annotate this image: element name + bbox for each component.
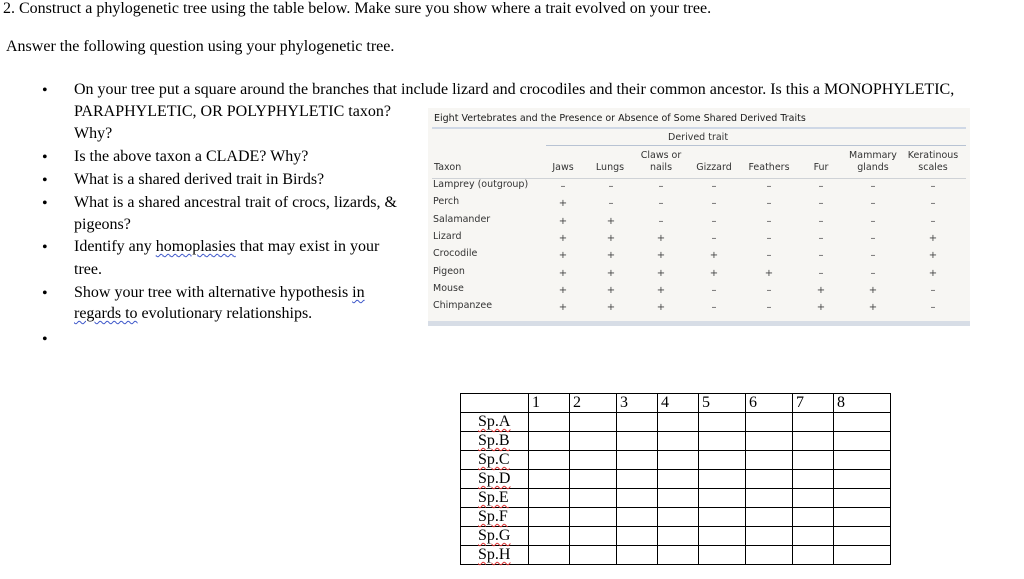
grid-answer-cell[interactable] <box>793 451 834 470</box>
trait-cell: – <box>766 284 772 296</box>
grid-column-number: 1 <box>532 394 540 411</box>
grid-answer-cell[interactable] <box>529 451 570 470</box>
trait-cell: – <box>560 181 566 192</box>
grid-answer-cell[interactable] <box>834 527 891 546</box>
grid-row <box>461 546 891 565</box>
bullet-6-flagged-word: in <box>352 284 365 301</box>
trait-cell: + <box>656 284 666 296</box>
grid-answer-cell[interactable] <box>746 527 793 546</box>
grid-answer-cell[interactable] <box>529 413 570 432</box>
grid-answer-cell[interactable] <box>529 432 570 451</box>
species-label: Sp.E <box>478 489 509 506</box>
species-label-cell <box>461 470 529 489</box>
trait-cell: – <box>658 198 664 210</box>
grid-answer-cell[interactable] <box>529 546 570 565</box>
trait-cell: – <box>711 232 717 244</box>
bullet-4-line-1: What is a shared ancestral trait of crocs, lizards, & <box>74 194 397 211</box>
grid-answer-cell[interactable] <box>570 546 617 565</box>
trait-cell: + <box>928 250 938 262</box>
bullet-marker: • <box>42 149 48 166</box>
taxon-name: Perch <box>433 196 460 208</box>
grid-header-cell <box>529 394 570 413</box>
grid-header-cell <box>834 394 891 413</box>
grid-answer-cell[interactable] <box>658 546 699 565</box>
col-header-fur: Fur <box>813 162 829 173</box>
trait-cell: + <box>868 302 878 314</box>
grid-answer-cell[interactable] <box>746 413 793 432</box>
grid-answer-cell[interactable] <box>699 413 746 432</box>
trait-cell: + <box>928 267 938 279</box>
answer-grid <box>460 393 891 565</box>
trait-table-caption: Eight Vertebrates and the Presence or Absence of Some Shared Derived Traits <box>434 113 806 124</box>
grid-answer-cell[interactable] <box>746 432 793 451</box>
grid-answer-cell[interactable] <box>793 413 834 432</box>
grid-answer-cell[interactable] <box>570 451 617 470</box>
grid-answer-cell[interactable] <box>793 527 834 546</box>
grid-header-cell <box>617 394 658 413</box>
grid-answer-cell[interactable] <box>746 508 793 527</box>
grid-answer-cell[interactable] <box>570 470 617 489</box>
grid-column-number: 4 <box>661 394 669 411</box>
trait-cell: – <box>870 198 876 210</box>
species-label-cell <box>461 413 529 432</box>
grid-answer-cell[interactable] <box>658 489 699 508</box>
question-title: 2. Construct a phylogenetic tree using the table below. Make sure you show where a trait evolved on your tree. <box>3 0 712 17</box>
taxon-name: Chimpanzee <box>433 300 493 312</box>
grid-row <box>461 527 891 546</box>
bullet-5-line-1 <box>74 236 379 258</box>
grid-answer-cell[interactable] <box>617 470 658 489</box>
bullet-1-line-3: Why? <box>74 125 113 142</box>
bullet-marker: • <box>42 239 48 256</box>
species-label: Sp.G <box>478 527 511 544</box>
species-label-cell <box>461 432 529 451</box>
trait-cell: + <box>558 198 568 210</box>
trait-cell: – <box>711 215 717 227</box>
trait-cell: + <box>558 284 568 296</box>
trait-cell: – <box>870 232 876 244</box>
grid-answer-cell[interactable] <box>570 527 617 546</box>
grid-column-number: 3 <box>620 394 628 411</box>
trait-cell: – <box>608 181 614 192</box>
col-header-feathers: Feathers <box>748 162 790 173</box>
grid-answer-cell[interactable] <box>529 527 570 546</box>
trait-cell: + <box>816 284 826 296</box>
grid-answer-cell[interactable] <box>617 527 658 546</box>
species-label: Sp.F <box>478 508 508 525</box>
grid-answer-cell[interactable] <box>658 432 699 451</box>
trait-cell: + <box>606 284 616 296</box>
trait-cell: – <box>711 284 717 296</box>
grid-header-cell <box>658 394 699 413</box>
bullet-6-line-2 <box>74 303 312 325</box>
trait-cell: – <box>766 181 772 192</box>
species-label-cell <box>461 451 529 470</box>
col-header-claws-line2: nails <box>649 162 673 173</box>
trait-cell: – <box>766 302 772 314</box>
grid-answer-cell[interactable] <box>529 470 570 489</box>
trait-cell: – <box>818 232 824 244</box>
grid-row <box>461 508 891 527</box>
taxon-name: Lamprey (outgroup) <box>433 179 529 190</box>
bullet-6-text-pre: Show your tree with alternative hypothesis <box>74 284 353 301</box>
grid-answer-cell[interactable] <box>617 432 658 451</box>
trait-cell: – <box>658 181 664 192</box>
trait-cell: – <box>818 198 824 210</box>
divider <box>546 145 966 146</box>
trait-cell: + <box>816 302 826 314</box>
grid-header-cell <box>793 394 834 413</box>
grid-answer-cell[interactable] <box>834 470 891 489</box>
trait-cell: + <box>606 267 616 279</box>
trait-cell: – <box>930 215 936 227</box>
grid-answer-cell[interactable] <box>658 451 699 470</box>
col-header-jaws: Jaws <box>552 162 574 173</box>
taxon-name: Lizard <box>433 230 462 242</box>
trait-cell: + <box>558 232 568 244</box>
derived-trait-label: Derived trait <box>668 132 729 143</box>
trait-cell: + <box>558 267 568 279</box>
grid-answer-cell[interactable] <box>529 489 570 508</box>
species-label: Sp.H <box>478 546 511 563</box>
grid-answer-cell[interactable] <box>699 508 746 527</box>
trait-cell: – <box>930 181 936 192</box>
col-header-lungs: Lungs <box>595 162 625 173</box>
grid-answer-cell[interactable] <box>793 546 834 565</box>
grid-answer-cell[interactable] <box>658 470 699 489</box>
grid-answer-cell[interactable] <box>699 470 746 489</box>
grid-header-cell <box>570 394 617 413</box>
grid-answer-cell[interactable] <box>834 489 891 508</box>
trait-cell: – <box>658 215 664 227</box>
trait-cell: – <box>608 198 614 210</box>
grid-answer-cell[interactable] <box>658 413 699 432</box>
grid-answer-cell[interactable] <box>570 432 617 451</box>
trait-cell: – <box>930 198 936 210</box>
taxon-name: Salamander <box>433 213 491 225</box>
col-header-keratinous-line1: Keratinous <box>907 150 959 161</box>
taxon-name: Mouse <box>433 282 464 294</box>
grid-column-number: 7 <box>796 394 804 411</box>
bullet-marker: • <box>42 285 48 302</box>
bullet-5-text-pre: Identify any <box>74 238 156 255</box>
grid-answer-cell[interactable] <box>699 546 746 565</box>
grid-answer-cell[interactable] <box>746 470 793 489</box>
trait-cell: – <box>766 250 772 262</box>
bullet-3: What is a shared derived trait in Birds? <box>74 171 325 188</box>
trait-cell: – <box>711 181 717 192</box>
trait-cell: + <box>606 302 616 314</box>
bullet-6-flagged-phrase: regards to <box>74 305 138 322</box>
grid-answer-cell[interactable] <box>834 451 891 470</box>
grid-header-row <box>461 394 891 413</box>
species-label-cell <box>461 527 529 546</box>
trait-cell: – <box>818 181 824 192</box>
grid-answer-cell[interactable] <box>617 451 658 470</box>
grid-answer-cell[interactable] <box>699 432 746 451</box>
col-header-keratinous-line2: scales <box>918 162 948 173</box>
divider <box>428 321 970 326</box>
grid-answer-cell[interactable] <box>746 451 793 470</box>
grid-answer-cell[interactable] <box>834 413 891 432</box>
trait-cell: – <box>818 267 824 279</box>
grid-column-number: 8 <box>837 394 845 411</box>
bullet-5-line-2: tree. <box>74 261 102 278</box>
bullet-1-line-2: PARAPHYLETIC, OR POLYPHYLETIC taxon? <box>74 103 391 120</box>
grid-header-cell <box>699 394 746 413</box>
bullet-marker: • <box>42 82 48 99</box>
taxon-name: Crocodile <box>433 248 478 260</box>
grid-answer-cell[interactable] <box>529 508 570 527</box>
trait-cell: – <box>818 215 824 227</box>
grid-header-cell <box>746 394 793 413</box>
taxon-header: Taxon <box>434 162 462 173</box>
bullet-1-line-1: On your tree put a square around the branches that include lizard and crocodiles and their common ancestor. Is this a MONOPHYLETIC, <box>74 81 955 98</box>
divider <box>432 127 966 129</box>
bullet-marker: • <box>42 172 48 189</box>
bullet-marker: • <box>42 195 48 212</box>
trait-cell: + <box>868 284 878 296</box>
grid-answer-cell[interactable] <box>834 546 891 565</box>
species-label-cell <box>461 489 529 508</box>
species-label-cell <box>461 546 529 565</box>
grid-answer-cell[interactable] <box>570 489 617 508</box>
trait-cell: + <box>656 232 666 244</box>
grid-answer-cell[interactable] <box>793 489 834 508</box>
trait-cell: – <box>930 302 936 314</box>
trait-cell: + <box>558 250 568 262</box>
grid-corner-cell <box>461 394 529 413</box>
grid-answer-cell[interactable] <box>699 489 746 508</box>
species-label: Sp.A <box>478 413 511 430</box>
grid-answer-cell[interactable] <box>746 546 793 565</box>
trait-cell: + <box>606 232 616 244</box>
trait-cell: + <box>558 215 568 227</box>
bullet-6-text-post: evolutionary relationships. <box>137 305 313 322</box>
col-header-mammary-line1: Mammary <box>849 150 897 161</box>
trait-cell: + <box>606 250 616 262</box>
grid-answer-cell[interactable] <box>658 508 699 527</box>
grid-row <box>461 470 891 489</box>
bullet-5-text-post: that may exist in your <box>235 238 380 255</box>
trait-cell: – <box>870 250 876 262</box>
grid-answer-cell[interactable] <box>699 527 746 546</box>
grid-answer-cell[interactable] <box>570 508 617 527</box>
trait-cell: – <box>818 250 824 262</box>
grid-answer-cell[interactable] <box>699 451 746 470</box>
grid-row <box>461 413 891 432</box>
col-header-gizzard: Gizzard <box>696 162 732 173</box>
grid-row <box>461 432 891 451</box>
trait-cell: + <box>656 302 666 314</box>
trait-cell: + <box>709 250 719 262</box>
trait-cell: – <box>870 267 876 279</box>
trait-cell: – <box>766 232 772 244</box>
grid-answer-cell[interactable] <box>658 527 699 546</box>
grid-row <box>461 451 891 470</box>
trait-cell: – <box>870 181 876 192</box>
grid-answer-cell[interactable] <box>570 413 617 432</box>
col-header-mammary-line2: glands <box>857 162 889 173</box>
trait-cell: – <box>930 284 936 296</box>
grid-column-number: 6 <box>749 394 757 411</box>
bullet-marker-empty: • <box>42 331 48 348</box>
grid-answer-cell[interactable] <box>793 432 834 451</box>
trait-cell: + <box>656 267 666 279</box>
grid-answer-cell[interactable] <box>746 489 793 508</box>
grid-answer-cell[interactable] <box>793 508 834 527</box>
grid-answer-cell[interactable] <box>793 470 834 489</box>
trait-cell: + <box>606 215 616 227</box>
bullet-6-line-1 <box>74 282 365 304</box>
trait-cell: + <box>764 267 774 279</box>
trait-cell: – <box>711 302 717 314</box>
taxon-name: Pigeon <box>433 265 465 277</box>
trait-cell: – <box>766 215 772 227</box>
grid-column-number: 5 <box>702 394 710 411</box>
trait-cell: – <box>711 198 717 210</box>
species-label: Sp.D <box>478 470 511 487</box>
grid-answer-cell[interactable] <box>834 432 891 451</box>
trait-table-figure <box>428 108 970 326</box>
col-header-claws-line1: Claws or <box>640 150 682 161</box>
species-label: Sp.C <box>478 451 510 468</box>
trait-cell: + <box>656 250 666 262</box>
grid-answer-cell[interactable] <box>617 508 658 527</box>
trait-cell: + <box>928 232 938 244</box>
grid-answer-cell[interactable] <box>617 546 658 565</box>
trait-cell: – <box>870 215 876 227</box>
species-label-cell <box>461 508 529 527</box>
grid-answer-cell[interactable] <box>834 508 891 527</box>
grid-answer-cell[interactable] <box>617 489 658 508</box>
grid-row <box>461 489 891 508</box>
trait-cell: – <box>766 198 772 210</box>
bullet-2: Is the above taxon a CLADE? Why? <box>74 148 309 165</box>
grid-answer-cell[interactable] <box>617 413 658 432</box>
grid-column-number: 2 <box>573 394 581 411</box>
question-subtitle: Answer the following question using your phylogenetic tree. <box>6 38 395 55</box>
bullet-4-line-2: pigeons? <box>74 216 131 233</box>
bullet-5-flagged-word: homoplasies <box>155 238 236 255</box>
species-label: Sp.B <box>478 432 510 449</box>
trait-cell: + <box>558 302 568 314</box>
trait-cell: + <box>709 267 719 279</box>
